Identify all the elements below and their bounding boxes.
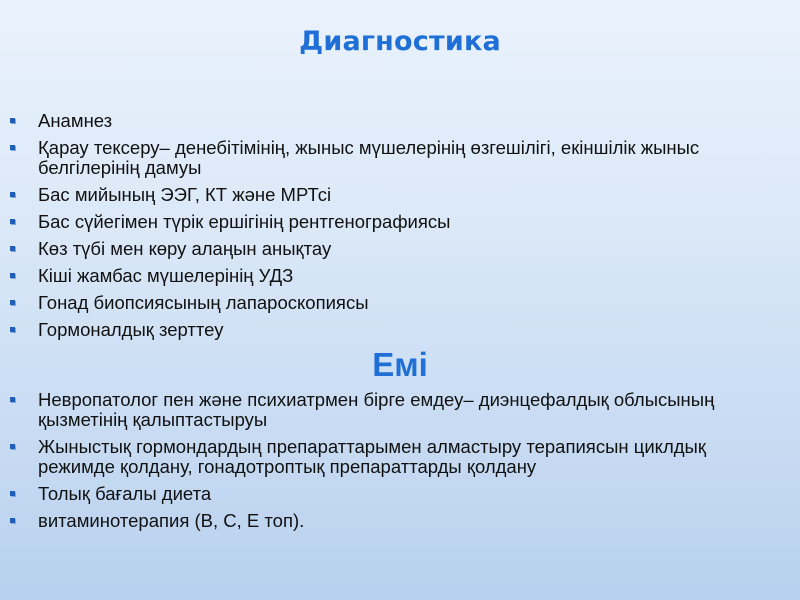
list-item [0,320,800,340]
treatment-heading: Емі [372,346,428,383]
square-bullet-icon [10,518,15,523]
list-item-text: Жыныстық гормондардың препараттарымен алмастыру терапиясын циклдық режимде қолдану, гонадотроптық препараттарды қолдану [38,436,706,477]
square-bullet-icon [10,145,15,150]
list-item-text: Көз түбі мен көру алаңын анықтау [38,238,332,259]
list-item [0,266,800,286]
list-item [0,437,800,477]
square-bullet-icon [10,300,15,305]
square-bullet-icon [10,219,15,224]
square-bullet-icon [10,327,15,332]
list-item [0,239,800,259]
square-bullet-icon [10,118,15,123]
square-bullet-icon [10,246,15,251]
list-item-text: Толық бағалы диета [38,483,212,504]
list-item [0,511,800,531]
list-item [0,390,800,430]
square-bullet-icon [10,491,15,496]
list-item-text: витаминотерапия (В, С, Е топ). [38,510,305,531]
list-item-text: Анамнез [38,110,113,131]
list-item-text: Гормоналдық зерттеу [38,319,224,340]
square-bullet-icon [10,397,15,402]
list-item [0,212,800,232]
square-bullet-icon [10,444,15,449]
list-item [0,484,800,504]
diagnostics-list [0,111,800,347]
list-item-text: Бас сүйегімен түрік ершігінің рентгенографиясы [38,211,451,232]
slide-title: Диагностика [299,26,501,57]
square-bullet-icon [10,273,15,278]
list-item [0,111,800,131]
list-item-text: Кіші жамбас мүшелерінің УДЗ [38,265,294,286]
list-item-text: Бас мийының ЭЭГ, КТ және МРТсі [38,184,332,205]
list-item-text: Қарау тексеру– денебітімінің, жыныс мүшелерінің өзгешілігі, екіншілік жыныс белгілерінің дамуы [38,137,700,178]
treatment-list [0,390,800,538]
list-item-text: Гонад биопсиясының лапароскопиясы [38,292,369,313]
list-item [0,293,800,313]
list-item-text: Невропатолог пен және психиатрмен бірге емдеу– диэнцефалдық облысының қызметінің қалыптастыруы [38,389,715,430]
list-item [0,185,800,205]
list-item [0,138,800,178]
square-bullet-icon [10,192,15,197]
